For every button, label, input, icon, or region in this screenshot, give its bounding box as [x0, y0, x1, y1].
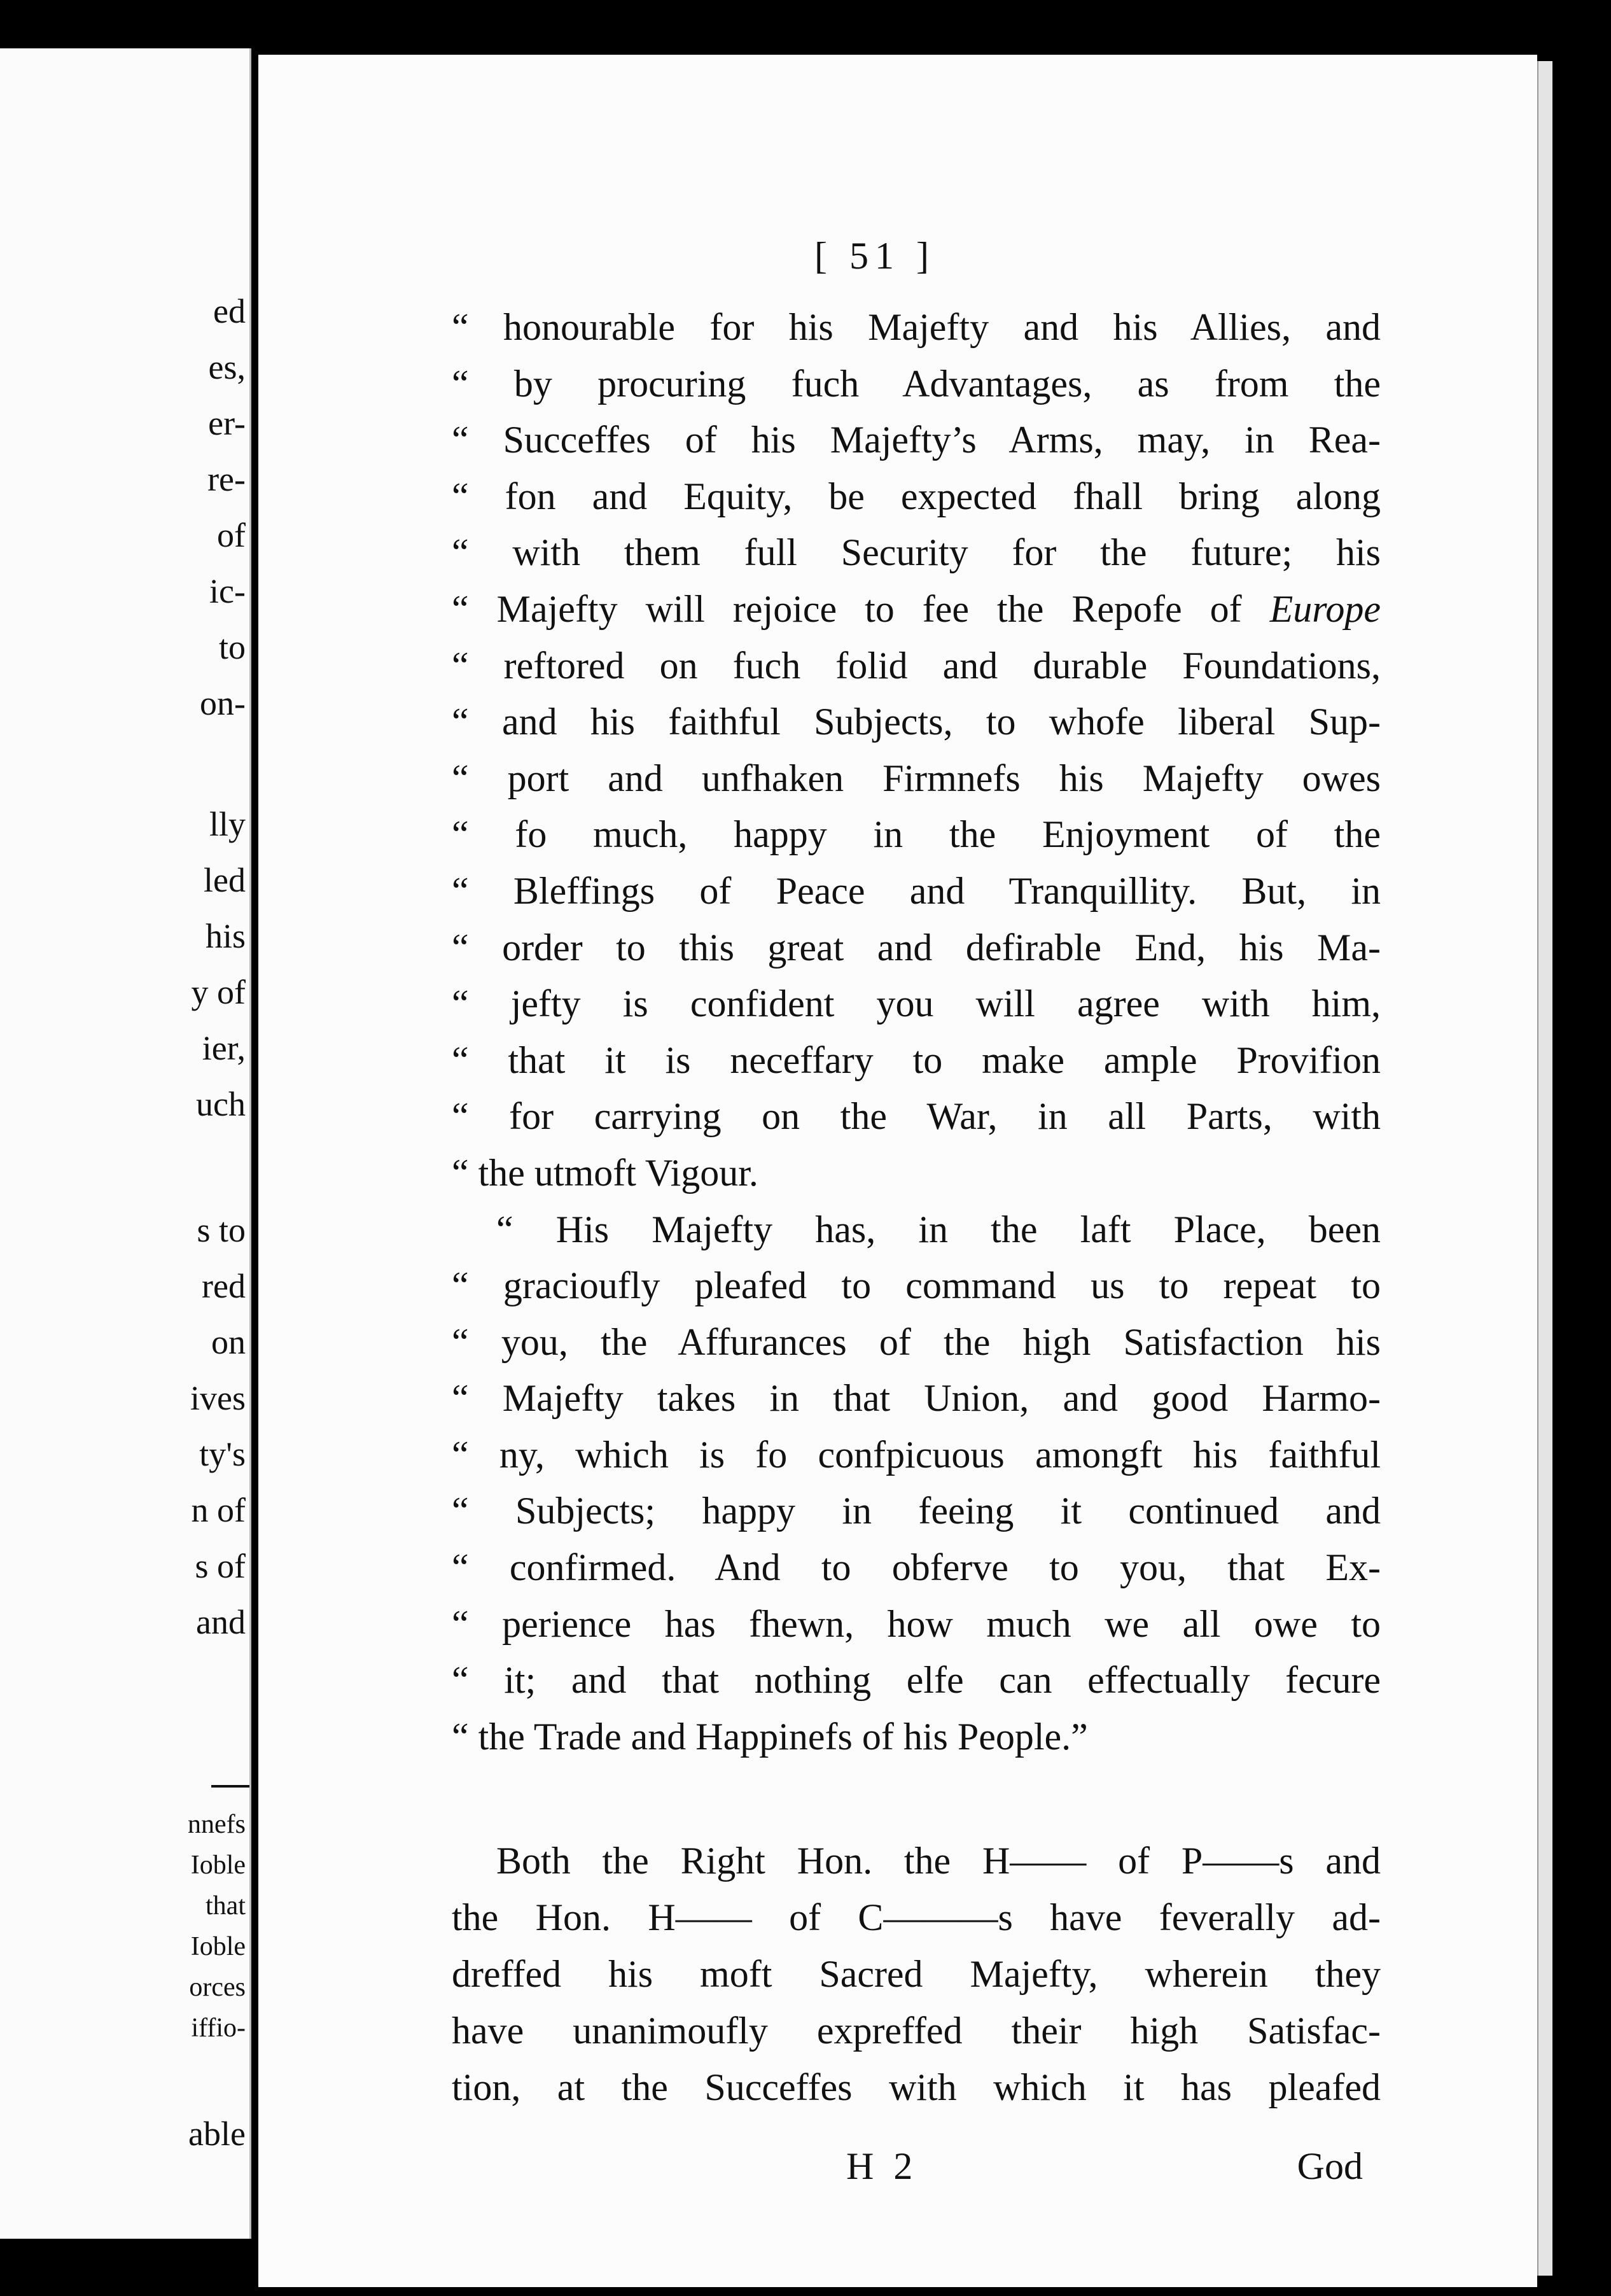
text-line: “ gracioufly pleafed to command us to repeat to [452, 1264, 1381, 1307]
text-line: “ ny, which is fo confpicuous amongft his faithful [452, 1433, 1381, 1476]
left-fragment: his [205, 917, 246, 955]
text-line: “ by procuring fuch Advantages, as from the [452, 362, 1381, 405]
left-fragment: ed [213, 292, 246, 330]
left-footnote-fragment: that [206, 1891, 246, 1921]
left-page-fragment [0, 48, 251, 2239]
left-fragment: to [218, 628, 246, 666]
left-fragment: red [202, 1267, 246, 1305]
text-line: “ Majefty will rejoice to fee the Repofe of Europe [452, 587, 1381, 630]
text-line: “ with them full Security for the future; his [452, 531, 1381, 574]
left-fragment: of [217, 516, 246, 554]
narrative-paragraph [452, 1833, 1381, 2116]
left-fragment: re- [207, 460, 246, 498]
text-line: have unanimoufly expreffed their high Satisfac- [452, 2010, 1381, 2052]
text-line: “ for carrying on the War, in all Parts, with [452, 1095, 1381, 1138]
text-line: tion, at the Succeffes with which it has pleafed [452, 2066, 1381, 2108]
text-line: “ confirmed. And to obferve to you, that Ex- [452, 1546, 1381, 1589]
left-fragment: led [204, 861, 246, 899]
left-footnote-fragment: nnefs [188, 1810, 246, 1839]
left-fragment: s of [195, 1547, 246, 1585]
left-fragment: es, [208, 348, 246, 386]
left-fragment: ives [190, 1379, 246, 1417]
left-footnote-fragment: orces [189, 1973, 246, 2002]
text-line: “ Majefty takes in that Union, and good Harmo- [452, 1377, 1381, 1420]
left-fragment: er- [208, 404, 246, 442]
text-line: “ fo much, happy in the Enjoyment of the [452, 813, 1381, 856]
left-footnote-fragment: Ioble [190, 1932, 246, 1961]
left-fragment: y of [191, 973, 246, 1011]
text-line: “ fon and Equity, be expected fhall bring along [452, 475, 1381, 517]
left-fragment: ier, [202, 1029, 246, 1067]
left-footnote-rule [211, 1785, 249, 1788]
left-footnote-fragment: Ioble [190, 1851, 246, 1880]
quoted-address-text [452, 299, 1381, 1765]
text-line: “ reftored on fuch folid and durable Foundations, [452, 644, 1381, 687]
left-fragment: on [211, 1323, 246, 1361]
left-footnote-fragment: iffio- [191, 2013, 246, 2043]
text-line: “ Succeffes of his Majefty’s Arms, may, in Rea- [452, 419, 1381, 461]
left-fragment: lly [209, 805, 246, 843]
page-edge [1537, 61, 1552, 2276]
left-fragment: n of [191, 1491, 246, 1529]
text-line: “ you, the Affurances of the high Satisfaction his [452, 1320, 1381, 1363]
text-line: “ perience has fhewn, how much we all owe to [452, 1602, 1381, 1645]
left-fragment: ty's [199, 1435, 246, 1473]
italic-word: Europe [1269, 587, 1381, 630]
text-line: dreffed his moft Sacred Majefty, wherein they [452, 1953, 1381, 1995]
text-line: “ order to this great and defirable End, his Ma- [452, 926, 1381, 969]
text-line: “ it; and that nothing elfe can effectually fecure [452, 1659, 1381, 1702]
text-line: “ that it is neceffary to make ample Provifion [452, 1039, 1381, 1081]
left-fragment: ic- [209, 572, 246, 610]
text-line: “ honourable for his Majefty and his Allies, and [452, 306, 1381, 348]
text-line: “ and his faithful Subjects, to whofe liberal Sup- [452, 701, 1381, 743]
text-line: “ Bleffings of Peace and Tranquillity. But, in [452, 869, 1381, 912]
text-line: “ jefty is confident you will agree with him, [452, 983, 1381, 1025]
text-line: “ His Majefty has, in the laft Place, been [496, 1208, 1381, 1250]
left-fragment: uch [196, 1085, 246, 1123]
left-fragment: and [196, 1603, 246, 1641]
text-line: Both the Right Hon. the H—— of P——s and [496, 1840, 1381, 1882]
page-number-header: [ 51 ] [814, 235, 935, 277]
left-fragment: able [188, 2115, 246, 2153]
signature-mark: H 2 [846, 2145, 918, 2187]
text-line: “ Subjects; happy in feeing it continued and [452, 1490, 1381, 1532]
left-fragment: on- [200, 684, 246, 722]
text-line: the Hon. H—— of C———s have feverally ad- [452, 1896, 1381, 1938]
left-fragment: s to [197, 1211, 246, 1249]
catchword: God [1297, 2145, 1363, 2187]
text-line: “ port and unfhaken Firmnefs his Majefty owes [452, 757, 1381, 799]
text-line: “ the Trade and Happinefs of his People.” [452, 1715, 1088, 1758]
text-line: “ the utmoft Vigour. [452, 1151, 758, 1194]
